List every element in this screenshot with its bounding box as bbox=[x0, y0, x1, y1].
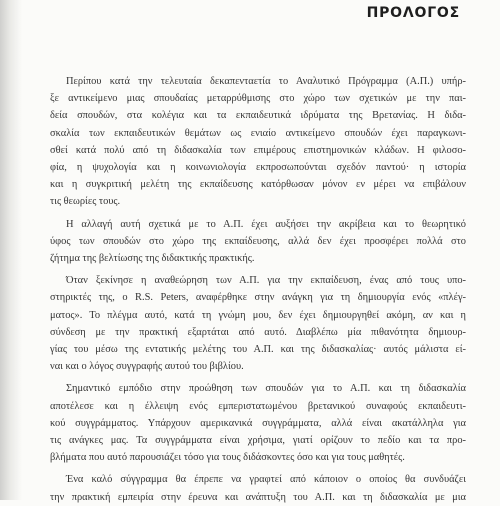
text-line: ζήτημα της βελτίωσης της διδακτικής πρακτικής. bbox=[50, 253, 255, 265]
scan-shadow bbox=[0, 0, 22, 500]
body-text bbox=[50, 73, 466, 506]
text-line: σκαλία των εκπαιδευτικών θεμάτων ως ενιαίο αντικείμενο σπουδών έχει παραγκωνι- bbox=[50, 127, 466, 139]
text-line: τις θεωρίες τους. bbox=[50, 196, 121, 208]
text-line: φία, η ψυχολογία και η κοινωνιολογία εκπροσωπούνται σχεδόν παντού· η ιστορία bbox=[50, 162, 466, 174]
page-title: ΠΡΟΛΟΓΟΣ bbox=[366, 5, 460, 21]
text-line: αποτέλεσε και η έλλειψη ενός εμπεριστατωμένου βρετανικού συναφούς εκπαιδευτι- bbox=[50, 400, 466, 412]
text-line: στηρικτές της, ο R.S. Peters, αναφέρθηκε στην ανάγκη για τη δημιουργία ενός «πλέγ- bbox=[50, 292, 466, 304]
text-line: Ένα καλό σύγγραμμα θα έπρεπε να γραφτεί από κάποιον ο οποίος θα συνδυάζει bbox=[66, 474, 466, 486]
text-line: ξε αντικείμενο μιας σπουδαίας μεταρρύθμισης στο χώρο των σχετικών με την παι- bbox=[50, 93, 466, 105]
text-line: σθεί κατά πολύ από τη διδασκαλία των επιμέρους επιστημονικών κλάδων. Η φιλοσο- bbox=[50, 144, 466, 156]
text-line: την πρακτική εμπειρία στην έρευνα και ανάπτυξη του Α.Π. και τη διδασκαλία με μια bbox=[50, 491, 466, 503]
text-line: Περίπου κατά την τελευταία δεκαπενταετία το Αναλυτικό Πρόγραμμα (Α.Π.) υπήρ- bbox=[66, 76, 466, 87]
paragraph bbox=[50, 73, 466, 211]
text-line: κού συγγράμματος. Υπάρχουν αμερικανικά συγγράμματα, αλλά είναι ακατάλληλα για bbox=[50, 417, 466, 429]
text-line: ναι και ο λόγος συγγραφής αυτού του βιβλίου. bbox=[50, 361, 244, 373]
text-line: σύνδεση με την πρακτική εξαρτάται από αυτό. Διαβλέπω μία πιθανότητα δημιουρ- bbox=[50, 326, 466, 338]
paragraph bbox=[50, 471, 466, 505]
text-line: τις ανάγκες μας. Τα συγγράμματα είναι χρήσιμα, γιατί ορίζουν το πεδίο και τα προ- bbox=[50, 435, 466, 447]
text-line: Σημαντικό εμπόδιο στην προώθηση των σπουδών για το Α.Π. και τη διδασκαλία bbox=[66, 383, 466, 395]
paragraph bbox=[50, 272, 466, 375]
text-line: Η αλλαγή αυτή σχετικά με το Α.Π. έχει αυξήσει την ακρίβεια και το θεωρητικό bbox=[66, 218, 466, 230]
text-line: ύφος των σπουδών στο χώρο της εκπαίδευσης, αλλά δεν έχει προσφέρει πολλά στο bbox=[50, 235, 466, 247]
text-line: δεία σπουδών, στα κολέγια και τα εκπαιδευτικά ιδρύματα της Βρετανίας. Η διδα- bbox=[50, 110, 466, 122]
text-line: και η συγκριτική μελέτη της εκπαίδευσης κατόρθωσαν μόνον εν μέρει να επιβάλουν bbox=[50, 179, 466, 191]
paragraph bbox=[50, 380, 466, 466]
text-line: βλήματα που αυτό παρουσιάζει τόσο για τους διδάσκοντες όσο και για τους μαθητές. bbox=[50, 452, 405, 464]
text-line: γίας του μέσω της εντατικής μελέτης του Α.Π. και της διδασκαλίας· αυτός μάλιστα εί- bbox=[50, 344, 466, 356]
text-line: Όταν ξεκίνησε η αναθεώρηση των Α.Π. για την εκπαίδευση, ένας από τους υπο- bbox=[66, 275, 466, 287]
text-line: ματος». Το πλέγμα αυτό, κατά τη γνώμη μου, δεν έχει δημιουργηθεί ακόμη, αν και η bbox=[50, 309, 466, 321]
paragraph bbox=[50, 216, 466, 268]
